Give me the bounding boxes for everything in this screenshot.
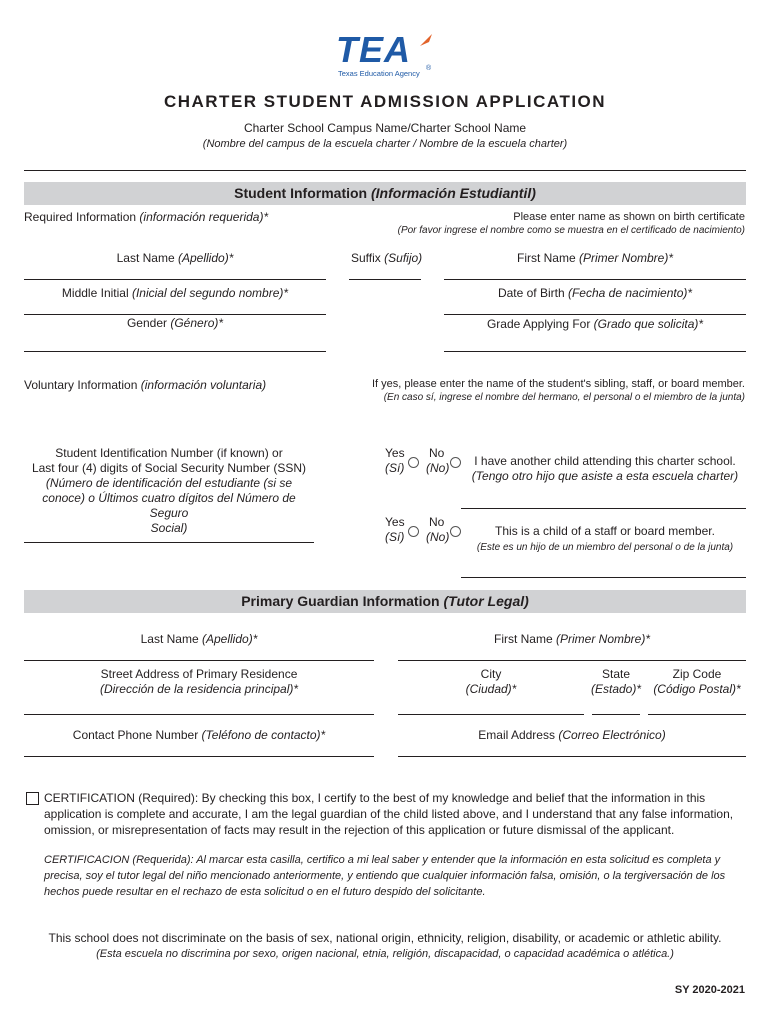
last-name-label	[24, 251, 326, 266]
street-address-label	[24, 667, 374, 697]
dob-label	[444, 286, 746, 301]
q2-no-es: (No)	[426, 530, 450, 544]
q2-no-en: No	[429, 515, 445, 529]
q1-yes-radio[interactable]	[408, 457, 419, 468]
street-address-en: Street Address of Primary Residence	[100, 667, 298, 681]
q1-text-es: (Tengo otro hijo que asiste a esta escuela charter)	[471, 469, 739, 483]
student-id-field[interactable]	[24, 542, 314, 543]
email-field[interactable]	[398, 756, 746, 757]
suffix-field[interactable]	[349, 279, 421, 280]
required-info-es: (información requerida)*	[139, 210, 269, 224]
school-name-label: Charter School Campus Name/Charter School Name	[243, 121, 527, 135]
guardian-info-title: Primary Guardian Information	[241, 593, 440, 609]
first-name-field[interactable]	[444, 279, 746, 280]
certification-es-line2: precisa, soy el tutor legal del niño mencionado anteriormente, y entiendo que cualquier información falsa, omisión, o la tergiversación de los	[44, 870, 726, 882]
certification-checkbox[interactable]	[26, 792, 39, 805]
grade-label	[444, 317, 746, 332]
phone-en: Contact Phone Number	[72, 728, 199, 742]
student-id-es-line2: conoce) o Últimos cuatro dígitos del Número de Seguro	[42, 491, 296, 520]
school-name-field[interactable]	[24, 170, 746, 171]
city-label	[398, 667, 584, 697]
student-info-title: Student Information	[234, 185, 368, 201]
grade-en: Grade Applying For	[486, 317, 591, 331]
student-id-label	[24, 446, 314, 536]
q1-yes-es: (Sí)	[385, 461, 405, 475]
guardian-info-title-es: (Tutor Legal)	[443, 593, 529, 609]
certification-line3: omission, or misrepresentation of facts may result in the rejection of this application or future dismissal of the applicant.	[44, 823, 675, 837]
q1-no-label	[426, 446, 449, 476]
state-field[interactable]	[592, 714, 640, 715]
email-es: (Correo Electrónico)	[558, 728, 666, 742]
q1-text: I have another child attending this charter school.	[474, 454, 736, 468]
first-name-label	[444, 251, 746, 266]
middle-initial-label	[24, 286, 326, 301]
middle-initial-field[interactable]	[24, 314, 326, 315]
student-id-line2: Last four (4) digits of Social Security Number (SSN)	[31, 461, 307, 475]
gender-label	[24, 316, 326, 331]
q1-sibling-name-field[interactable]	[461, 508, 746, 509]
form-title: CHARTER STUDENT ADMISSION APPLICATION	[163, 92, 607, 111]
q1-no-radio[interactable]	[450, 457, 461, 468]
guardian-last-name-field[interactable]	[24, 660, 374, 661]
phone-es: (Teléfono de contacto)*	[201, 728, 326, 742]
middle-initial-en: Middle Initial	[61, 286, 129, 300]
first-name-es: (Primer Nombre)*	[579, 251, 674, 265]
dob-es: (Fecha de nacimiento)*	[567, 286, 693, 300]
q2-staff-name-field[interactable]	[461, 577, 746, 578]
gender-field[interactable]	[24, 351, 326, 352]
q2-text: This is a child of a staff or board member.	[495, 524, 715, 538]
required-info-label	[24, 210, 268, 225]
gender-en: Gender	[126, 316, 167, 330]
student-info-header	[24, 182, 746, 205]
guardian-last-name-en: Last Name	[140, 632, 199, 646]
first-name-en: First Name	[516, 251, 576, 265]
zip-label	[648, 667, 746, 697]
q1-no-en: No	[429, 446, 445, 460]
q2-yes-radio[interactable]	[408, 526, 419, 537]
suffix-en: Suffix	[351, 251, 381, 265]
last-name-es: (Apellido)*	[178, 251, 234, 265]
suffix-es: (Sufijo)	[384, 251, 423, 265]
student-info-title-es: (Información Estudiantil)	[371, 185, 536, 201]
phone-label	[24, 728, 374, 743]
certification-line1: CERTIFICATION (Required): By checking this box, I certify to the best of my knowledge and belief that the information in this	[44, 791, 706, 805]
tea-logo	[330, 28, 440, 84]
guardian-info-header	[24, 590, 746, 613]
last-name-en: Last Name	[116, 251, 175, 265]
guardian-first-name-es: (Primer Nombre)*	[556, 632, 651, 646]
voluntary-info-label	[24, 378, 266, 393]
zip-field[interactable]	[648, 714, 746, 715]
certification-text	[44, 790, 744, 838]
dob-en: Date of Birth	[497, 286, 565, 300]
grade-field[interactable]	[444, 351, 746, 352]
zip-en: Zip Code	[672, 667, 722, 681]
certification-es-line3: hechos puede resultar en el rechazo de esta solicitud o en el futuro despido del solicitante.	[44, 886, 486, 898]
registered-mark: ®	[426, 65, 432, 72]
student-id-es-line3: Social)	[150, 521, 188, 535]
phone-field[interactable]	[24, 756, 374, 757]
sibling-note-es: (En caso sí, ingrese el nombre del hermano, el personal o el miembro de la junta)	[383, 392, 745, 403]
guardian-first-name-en: First Name	[493, 632, 553, 646]
agency-name: Texas Education Agency	[338, 69, 420, 78]
tea-logo-mark: TEA	[336, 29, 411, 70]
certification-line2: application is complete and accurate, I am the legal guardian of the child listed above, and I understand that any false information,	[44, 807, 734, 821]
state-label	[586, 667, 646, 697]
q1-yes-label	[385, 446, 405, 476]
q1-yes-en: Yes	[385, 446, 405, 460]
q2-yes-en: Yes	[385, 515, 405, 529]
zip-es: (Código Postal)*	[653, 682, 741, 696]
guardian-first-name-label	[398, 632, 746, 647]
student-id-es-line1: (Número de identificación del estudiante (si se	[45, 476, 293, 490]
city-field[interactable]	[398, 714, 584, 715]
guardian-last-name-es: (Apellido)*	[202, 632, 258, 646]
school-name-label-es: (Nombre del campus de la escuela charter / Nombre de la escuela charter)	[202, 138, 568, 150]
dob-field[interactable]	[444, 314, 746, 315]
city-es: (Ciudad)*	[465, 682, 517, 696]
certification-text-es	[44, 852, 746, 900]
street-address-es: (Dirección de la residencia principal)*	[99, 682, 299, 696]
suffix-label	[351, 251, 422, 266]
middle-initial-es: (Inicial del segundo nombre)*	[131, 286, 289, 300]
birth-certificate-note: Please enter name as shown on birth certificate	[513, 211, 745, 223]
state-es: (Estado)*	[590, 682, 642, 696]
guardian-last-name-label	[24, 632, 374, 647]
q2-yes-es: (Sí)	[385, 530, 405, 544]
q2-no-radio[interactable]	[450, 526, 461, 537]
email-label	[398, 728, 746, 743]
guardian-first-name-field[interactable]	[398, 660, 746, 661]
q2-no-label	[426, 515, 449, 545]
required-info-en: Required Information	[24, 210, 137, 224]
gender-es: (Género)*	[170, 316, 224, 330]
student-id-line1: Student Identification Number (if known) or	[55, 446, 283, 460]
voluntary-info-en: Voluntary Information	[24, 378, 138, 392]
street-address-field[interactable]	[24, 714, 374, 715]
sibling-note: If yes, please enter the name of the student's sibling, staff, or board member.	[371, 378, 745, 390]
q2-text-es: (Este es un hijo de un miembro del personal o de la junta)	[476, 542, 734, 553]
last-name-field[interactable]	[24, 279, 326, 280]
voluntary-info-es: (información voluntaria)	[140, 378, 267, 392]
city-en: City	[480, 667, 502, 681]
email-en: Email Address	[478, 728, 555, 742]
state-en: State	[601, 667, 631, 681]
nondiscrimination-text: This school does not discriminate on the basis of sex, national origin, ethnicity, religion, disability, or academic or athletic ability.	[48, 931, 722, 945]
q2-yes-label	[385, 515, 405, 545]
q1-no-es: (No)	[426, 461, 450, 475]
school-year: SY 2020-2021	[674, 984, 745, 996]
grade-es: (Grado que solicita)*	[593, 317, 704, 331]
certification-es-line1: CERTIFICACION (Requerida): Al marcar esta casilla, certifico a mi leal saber y entender que la información en esta solicitud es completa y	[44, 854, 721, 866]
nondiscrimination-text-es: (Esta escuela no discrimina por sexo, origen nacional, etnia, religión, discapacidad, o capacidad académica o atlética.)	[96, 948, 674, 960]
star-icon	[418, 32, 434, 48]
birth-certificate-note-es: (Por favor ingrese el nombre como se muestra en el certificado de nacimiento)	[397, 225, 745, 236]
